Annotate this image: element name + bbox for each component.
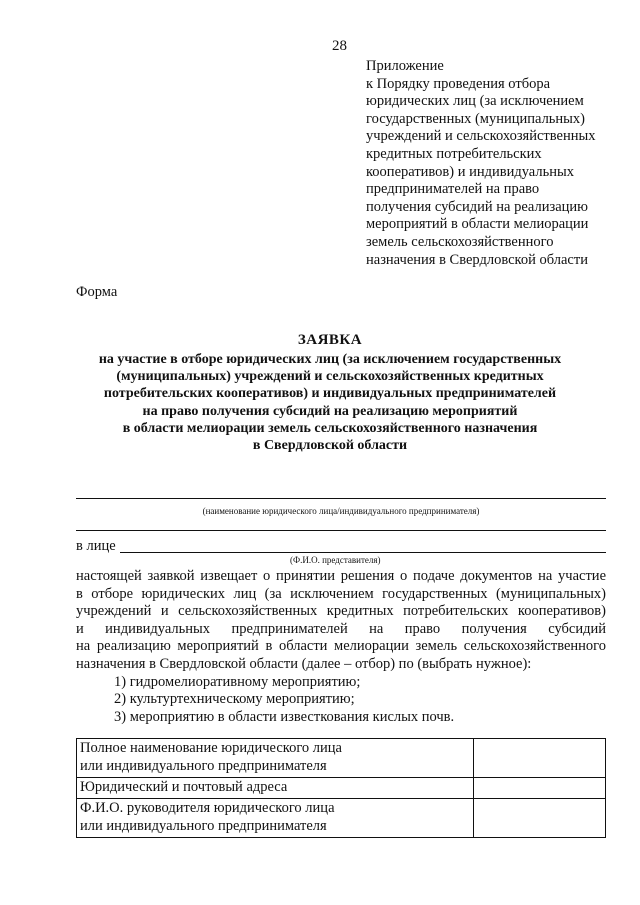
- appendix-line: назначения в Свердловской области: [366, 251, 588, 268]
- title-line: на право получения субсидий на реализацию мероприятий: [142, 403, 518, 419]
- body-line: назначения в Свердловской области (далее – отбор) по (выбрать нужное):: [76, 655, 532, 672]
- representative-line[interactable]: [120, 552, 606, 553]
- document-title: [60, 330, 600, 454]
- option-item: 1) гидромелиоративному мероприятию;: [114, 673, 361, 690]
- title-line: (муниципальных) учреждений и сельскохозяйственных кредитных: [116, 369, 544, 385]
- applicant-name-caption: (наименование юридического лица/индивидуального предпринимателя): [202, 506, 480, 516]
- option-item: 2) культуртехническому мероприятию;: [114, 691, 355, 708]
- appendix-line: предпринимателей на право: [366, 181, 540, 198]
- label-line: Полное наименование юридического лица: [80, 740, 342, 756]
- appendix-line: учреждений и сельскохозяйственных: [366, 128, 596, 145]
- table-row-label: [77, 799, 474, 838]
- label-line: или индивидуального предпринимателя: [80, 817, 327, 834]
- table-row-value[interactable]: [473, 799, 605, 838]
- title-line: потребительских кооперативов) и индивидуальных предпринимателей: [103, 386, 557, 402]
- appendix-line: получения субсидий на реализацию: [366, 198, 589, 215]
- page-number: 28: [332, 38, 347, 54]
- appendix-line: юридических лиц (за исключением: [366, 93, 584, 110]
- body-line: на реализацию мероприятий в области мелиорации земель сельскохозяйственного: [76, 638, 606, 655]
- title-line: в Свердловской области: [252, 438, 408, 454]
- appendix-line: Приложение: [366, 58, 444, 74]
- table-row-label: [77, 778, 474, 799]
- body-line: настоящей заявкой извещает о принятии решения о подаче документов на участие: [76, 568, 606, 584]
- appendix-line: мероприятий в области мелиорации: [366, 216, 589, 233]
- option-item: 3) мероприятию в области известкования кислых почв.: [114, 708, 455, 725]
- label-line: Юридический и почтовый адреса: [80, 779, 288, 795]
- form-label: Форма: [76, 284, 118, 300]
- body-line: в отборе юридических лиц (за исключением государственных (муниципальных): [76, 585, 606, 602]
- appendix-line: к Порядку проведения отбора: [366, 75, 551, 92]
- label-line: Ф.И.О. руководителя юридического лица: [80, 800, 335, 816]
- applicant-info-table: [76, 738, 606, 838]
- table-row: [77, 778, 606, 799]
- appendix-line: кредитных потребительских: [366, 145, 542, 162]
- table-row: [77, 799, 606, 838]
- body-line: и индивидуальных предпринимателей на право получения субсидий: [76, 620, 606, 637]
- in-person-label: в лице: [76, 538, 116, 554]
- table-row-value[interactable]: [473, 778, 605, 799]
- table-row-value[interactable]: [473, 739, 605, 778]
- appendix-line: земель сельскохозяйственного: [366, 233, 554, 250]
- appendix-line: кооперативов) и индивидуальных: [366, 163, 574, 180]
- body-line: учреждений и сельскохозяйственных кредитных потребительских кооперативов): [76, 603, 606, 620]
- body-paragraph: [76, 568, 606, 726]
- title-line: в области мелиорации земель сельскохозяйственного назначения: [122, 420, 538, 436]
- appendix-line: государственных (муниципальных): [366, 110, 585, 127]
- applicant-name-line-2[interactable]: [76, 530, 606, 531]
- table-row-label: [77, 739, 474, 778]
- table-row: [77, 739, 606, 778]
- label-line: или индивидуального предпринимателя: [80, 757, 327, 774]
- representative-caption: (Ф.И.О. представителя): [290, 555, 381, 565]
- applicant-name-line[interactable]: [76, 498, 606, 499]
- title-main: ЗАЯВКА: [297, 332, 363, 348]
- title-line: на участие в отборе юридических лиц (за исключением государственных: [98, 352, 562, 367]
- appendix-header: [366, 58, 616, 269]
